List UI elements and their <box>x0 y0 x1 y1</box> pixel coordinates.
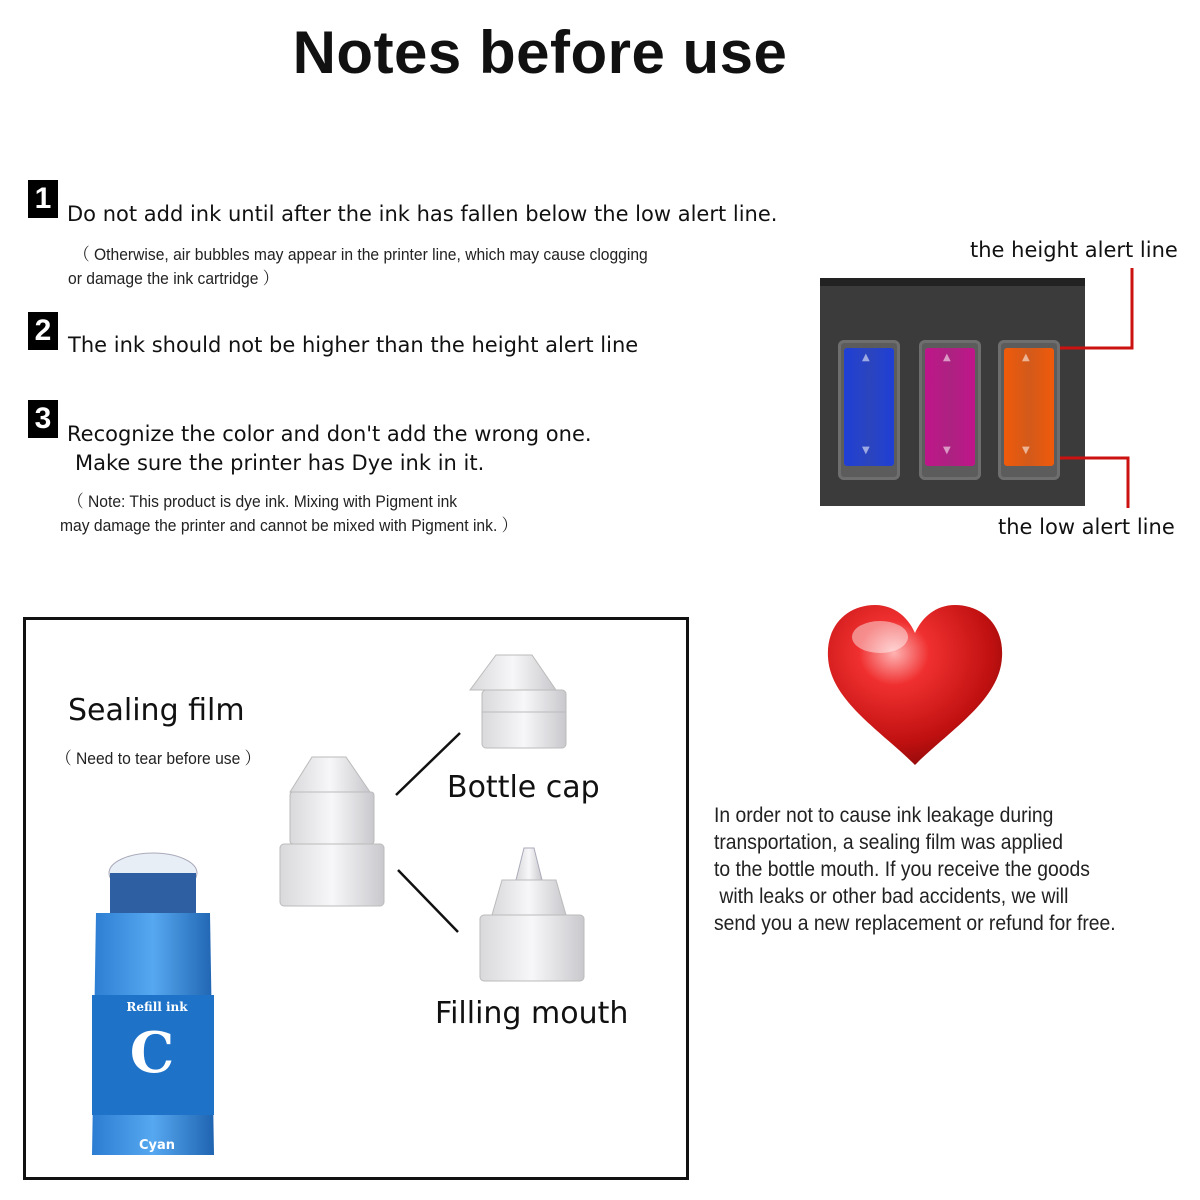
bottle-cap-label: Bottle cap <box>447 770 600 805</box>
step-3-note-line-2: may damage the printer and cannot be mixed with Pigment ink. ） <box>60 516 518 535</box>
down-triangle-icon: ▼ <box>862 445 870 456</box>
shipping-note-line-3: to the bottle mouth. If you receive the goods <box>714 858 1090 881</box>
connector-line-to-cap <box>396 733 460 795</box>
step-2-text: The ink should not be higher than the height alert line <box>68 333 639 357</box>
assembled-cap-icon <box>280 757 384 906</box>
filling-mouth-icon <box>480 848 584 981</box>
heart-icon <box>820 595 1010 775</box>
shipping-note-line-1: In order not to cause ink leakage during <box>714 804 1054 827</box>
bottle-label-letter: C <box>129 1020 175 1086</box>
step-3-text-2: Make sure the printer has Dye ink in it. <box>75 451 485 475</box>
up-triangle-icon: ▲ <box>1022 352 1030 363</box>
filling-mouth-label: Filling mouth <box>435 996 629 1031</box>
step-3-number-badge: 3 <box>28 400 58 438</box>
low-alert-label: the low alert line <box>998 515 1175 539</box>
step-3-text: Recognize the color and don't add the wrong one. <box>67 422 592 446</box>
page-title: Notes before use <box>292 19 788 86</box>
down-triangle-icon: ▼ <box>943 445 951 456</box>
bottle-label-text: Refill ink <box>126 1000 188 1014</box>
step-2-number-badge: 2 <box>28 312 58 350</box>
up-triangle-icon: ▲ <box>943 352 951 363</box>
sealing-film-title: Sealing film <box>68 693 245 728</box>
sealing-film-note: （ Need to tear before use ） <box>56 749 261 768</box>
down-triangle-icon: ▼ <box>1022 445 1030 456</box>
step-1-note-line-2: or damage the ink cartridge ） <box>68 269 279 288</box>
up-triangle-icon: ▲ <box>862 352 870 363</box>
shipping-guarantee-note <box>714 802 1184 937</box>
bottle-label-color-name: Cyan <box>138 1138 176 1153</box>
shipping-note-line-4: with leaks or other bad accidents, we will <box>714 885 1069 908</box>
bottle-cap-icon <box>470 655 566 748</box>
shipping-note-line-2: transportation, a sealing film was applied <box>714 831 1064 854</box>
step-3-note-line-1: （ Note: This product is dye ink. Mixing with Pigment ink <box>68 492 458 511</box>
step-1-number-badge: 1 <box>28 180 58 218</box>
shipping-note-line-5: send you a new replacement or refund for free. <box>714 912 1116 935</box>
step-1-text: Do not add ink until after the ink has fallen below the low alert line. <box>67 202 778 226</box>
connector-line-to-mouth <box>398 870 458 932</box>
step-1-note-line-1: （ Otherwise, air bubbles may appear in the printer line, which may cause clogging <box>74 245 648 264</box>
high-alert-label: the height alert line <box>970 238 1178 262</box>
